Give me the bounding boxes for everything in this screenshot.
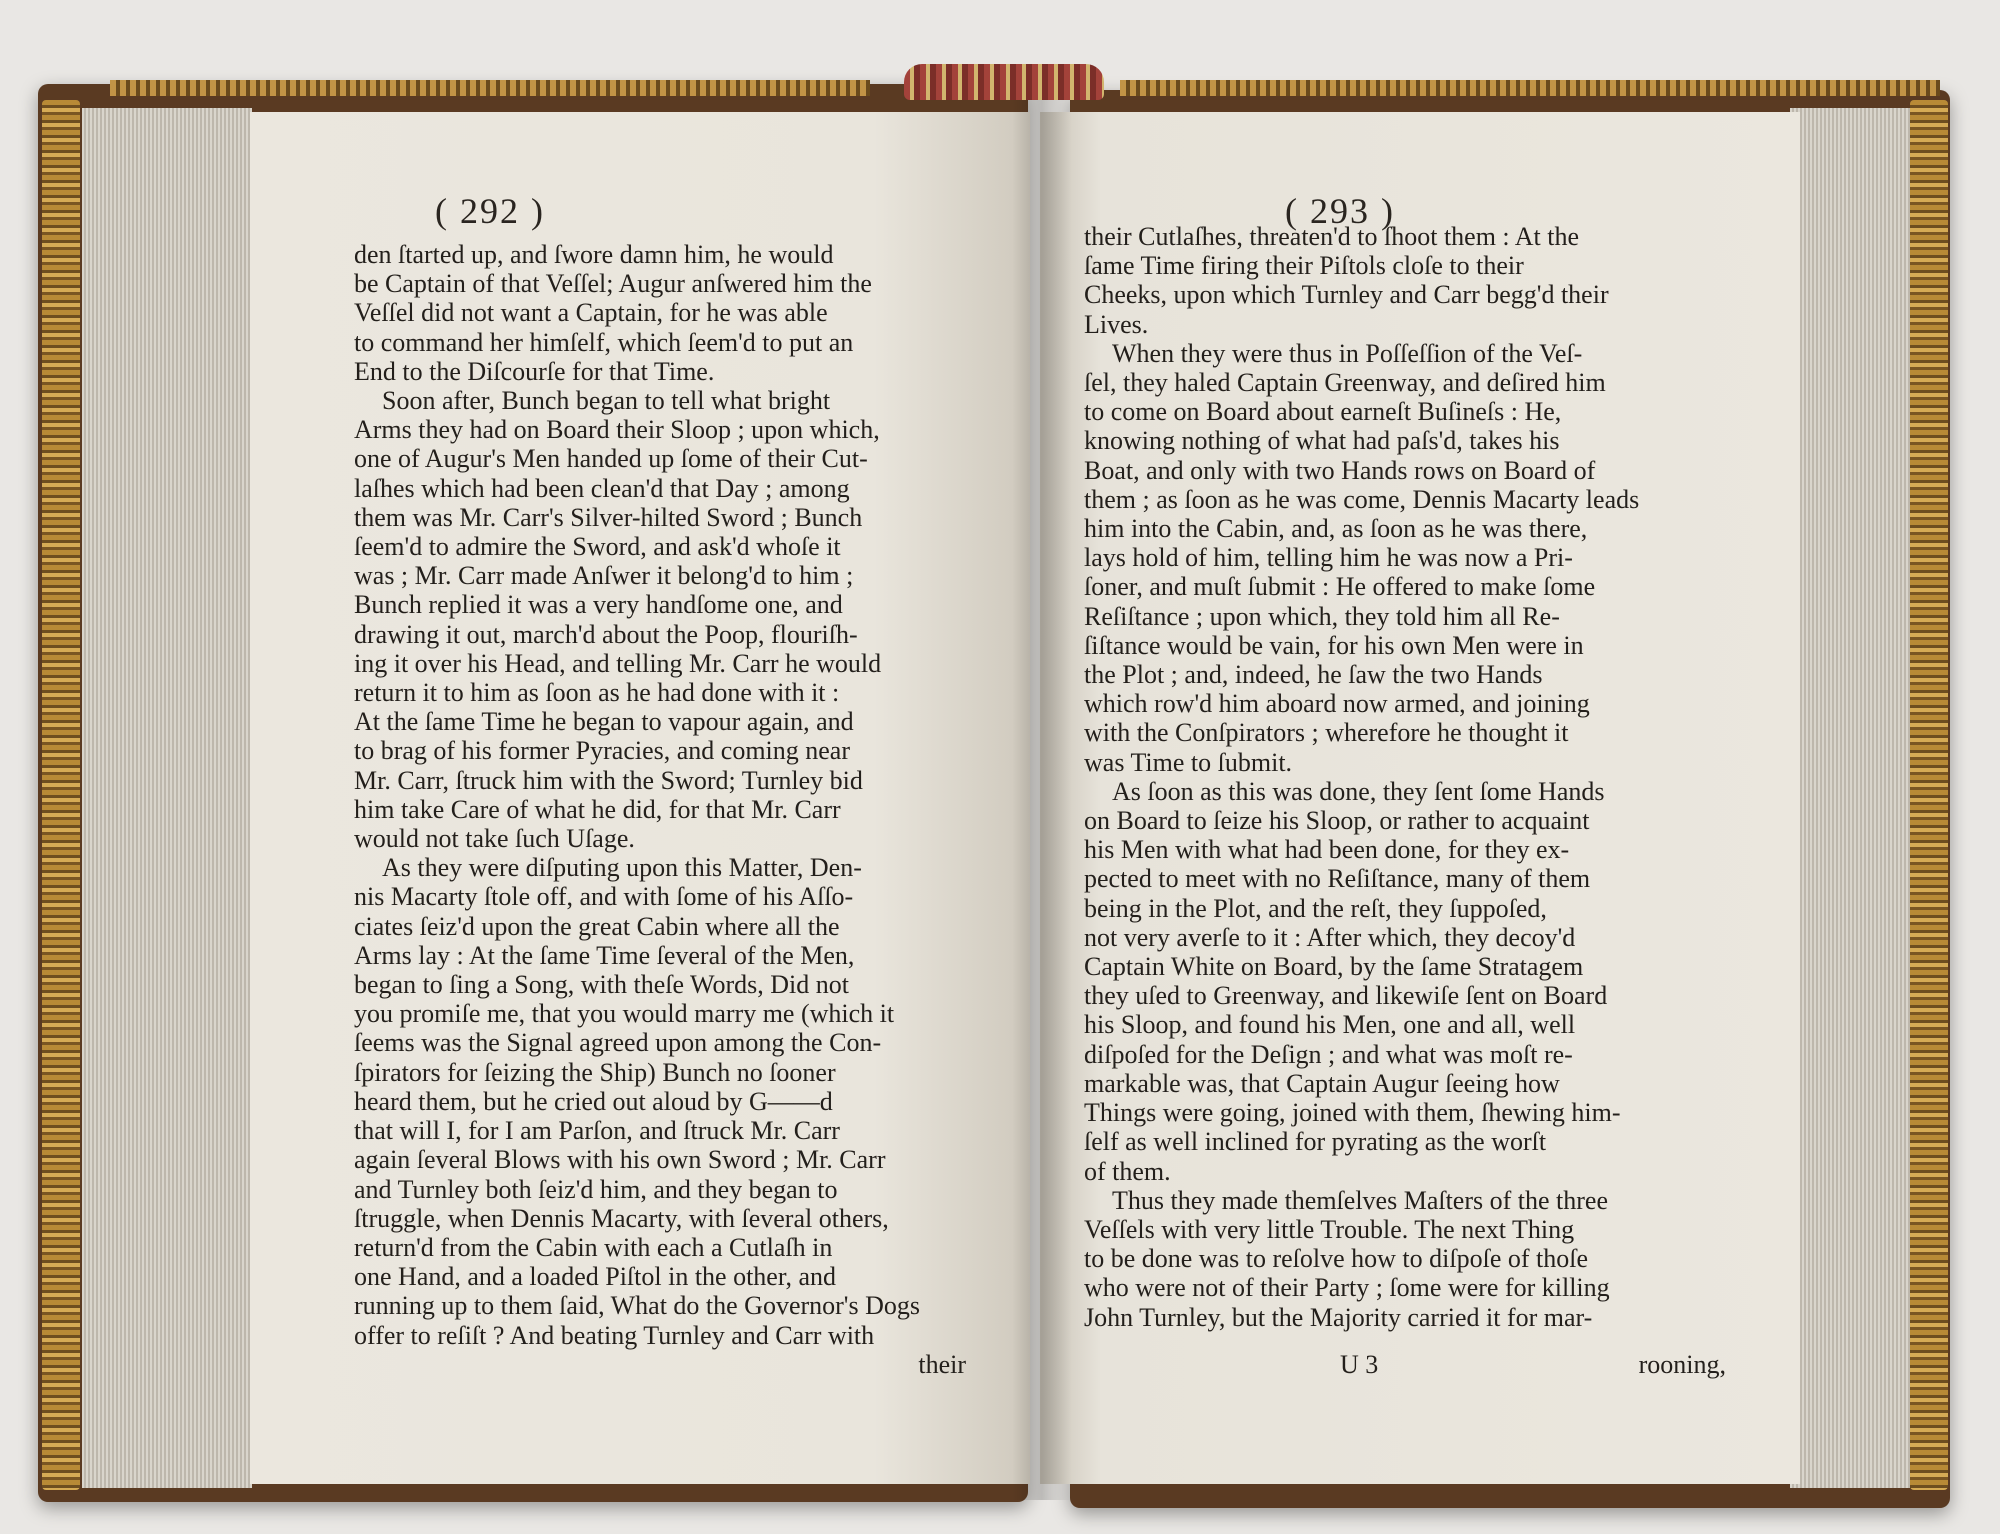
text-line: return it to him as ſoon as he had done with it : <box>354 678 840 708</box>
text-line: on Board to ſeize his Sloop, or rather to acquaint <box>1084 806 1590 836</box>
text-line: running up to them ſaid, What do the Governor's Dogs <box>354 1291 921 1321</box>
left-page-stack <box>82 108 252 1488</box>
right-page <box>1040 112 1800 1484</box>
text-line: Arms they had on Board their Sloop ; upon which, <box>354 415 880 445</box>
text-line: den ſtarted up, and ſwore damn him, he would <box>354 240 834 269</box>
text-line: diſpoſed for the Deſign ; and what was moſt re- <box>1084 1039 1573 1069</box>
text-line: them ; as ſoon as he was come, Dennis Macarty leads <box>1084 484 1640 514</box>
signature-mark: U 3 <box>1340 1350 1379 1379</box>
text-line: being in the Plot, and the reſt, they ſuppoſed, <box>1084 893 1547 923</box>
page-number-right: ( 293 ) <box>1285 191 1395 231</box>
left-page-text <box>354 240 966 1379</box>
text-line: lays hold of him, telling him he was now a Pri- <box>1084 543 1573 573</box>
right-catchword: rooning, <box>1638 1350 1726 1379</box>
text-line: Thus they made themſelves Maſters of the three <box>1112 1185 1609 1215</box>
text-line: drawing it out, march'd about the Poop, flouriſh- <box>354 619 858 649</box>
left-page <box>250 112 1030 1484</box>
text-line: Cheeks, upon which Turnley and Carr begg'd their <box>1084 280 1609 310</box>
text-line: to be done was to reſolve how to diſpoſe of thoſe <box>1084 1244 1589 1274</box>
text-line: him take Care of what he did, for that Mr. Carr <box>354 794 841 824</box>
text-line: ſiſtance would be vain, for his own Men were in <box>1084 630 1584 660</box>
text-line: ciates ſeiz'd upon the great Cabin where all the <box>354 911 840 941</box>
text-line: laſhes which had been clean'd that Day ; among <box>354 473 850 503</box>
right-gilt-edge <box>1910 100 1948 1490</box>
text-line: again ſeveral Blows with his own Sword ; Mr. Carr <box>354 1145 886 1175</box>
text-line: his Sloop, and found his Men, one and all, well <box>1084 1010 1576 1040</box>
text-line: Veſſels with very little Trouble. The next Thing <box>1084 1214 1575 1244</box>
text-line: ſelf as well inclined for pyrating as the worſt <box>1084 1127 1547 1157</box>
text-line: Bunch replied it was a very handſome one, and <box>354 590 843 620</box>
text-line: return'd from the Cabin with each a Cutlaſh in <box>354 1232 833 1262</box>
text-line: one Hand, and a loaded Piſtol in the other, and <box>354 1262 837 1292</box>
text-line: Soon after, Bunch began to tell what bright <box>382 386 831 416</box>
text-line: to command her himſelf, which ſeem'd to put an <box>354 327 854 357</box>
text-line: ſpirators for ſeizing the Ship) Bunch no ſooner <box>354 1057 836 1087</box>
text-line: John Turnley, but the Majority carried it for mar- <box>1084 1302 1593 1332</box>
text-line: and Turnley both ſeiz'd him, and they began to <box>354 1174 838 1204</box>
right-page-stack <box>1790 108 1910 1488</box>
text-line: offer to reſiſt ? And beating Turnley and Carr with <box>354 1320 875 1350</box>
text-line: the Plot ; and, indeed, he ſaw the two Hands <box>1084 660 1543 690</box>
text-line: ſeem'd to admire the Sword, and ask'd whoſe it <box>354 532 841 562</box>
text-line: was Time to ſubmit. <box>1084 747 1293 777</box>
left-gilt-top-edge <box>110 80 870 96</box>
text-line: began to ſing a Song, with theſe Words, Did not <box>354 970 849 1000</box>
left-catchword: their <box>918 1349 966 1379</box>
text-line: which row'd him aboard now armed, and joining <box>1084 689 1590 719</box>
text-line: Arms lay : At the ſame Time ſeveral of the Men, <box>354 940 855 970</box>
text-line: one of Augur's Men handed up ſome of their Cut- <box>354 444 868 474</box>
text-line: to brag of his former Pyracies, and coming near <box>354 736 851 766</box>
text-line: not very averſe to it : After which, they decoy'd <box>1084 922 1576 952</box>
text-line: knowing nothing of what had paſs'd, takes his <box>1084 426 1560 456</box>
text-line: Lives. <box>1084 309 1149 339</box>
left-gilt-edge <box>42 100 80 1490</box>
text-line: who were not of their Party ; ſome were for killing <box>1084 1273 1610 1303</box>
text-line: with the Conſpirators ; wherefore he thought it <box>1084 718 1569 748</box>
text-line: him into the Cabin, and, as ſoon as he was there, <box>1084 514 1588 544</box>
text-line: ſoner, and muſt ſubmit : He offered to make ſome <box>1084 572 1596 602</box>
text-line: would not take ſuch Uſage. <box>354 824 635 854</box>
text-line: markable was, that Captain Augur ſeeing how <box>1084 1068 1560 1098</box>
text-line: Things were going, joined with them, ſhewing him- <box>1084 1098 1621 1128</box>
text-line: Mr. Carr, ſtruck him with the Sword; Turnley bid <box>354 765 863 795</box>
right-page-text <box>1084 222 1732 1332</box>
text-line: ing it over his Head, and telling Mr. Carr he would <box>354 648 882 678</box>
text-line: of them. <box>1084 1156 1171 1186</box>
text-line: As they were diſputing upon this Matter, Den- <box>382 853 862 883</box>
right-gilt-top-edge <box>1120 80 1940 96</box>
text-line: Reſiſtance ; upon which, they told him all Re- <box>1084 601 1560 631</box>
page-number-left: ( 292 ) <box>435 191 545 231</box>
text-line: nis Macarty ſtole off, and with ſome of his Aſſo- <box>354 882 854 912</box>
text-line: ſame Time firing their Piſtols cloſe to their <box>1084 251 1524 281</box>
text-line: to come on Board about earneſt Buſineſs : He, <box>1084 397 1562 427</box>
text-line: heard them, but he cried out aloud by G——d <box>354 1086 833 1116</box>
text-line: you promiſe me, that you would marry me (which it <box>354 999 895 1029</box>
text-line: As ſoon as this was done, they ſent ſome Hands <box>1112 776 1605 806</box>
text-line: ſtruggle, when Dennis Macarty, with ſeveral others, <box>354 1203 889 1233</box>
text-line: At the ſame Time he began to vapour again, and <box>354 707 854 737</box>
text-line: When they were thus in Poſſeſſion of the Veſ- <box>1112 338 1583 368</box>
text-line: be Captain of that Veſſel; Augur anſwered him the <box>354 269 872 299</box>
text-line: ſel, they haled Captain Greenway, and deſired him <box>1084 368 1606 398</box>
text-line: End to the Diſcourſe for that Time. <box>354 356 715 386</box>
text-line: Captain White on Board, by the ſame Stratagem <box>1084 952 1584 982</box>
text-line: was ; Mr. Carr made Anſwer it belong'd to him ; <box>354 561 854 591</box>
text-line: them was Mr. Carr's Silver-hilted Sword ; Bunch <box>354 502 863 532</box>
text-line: their Cutlaſhes, threaten'd to ſhoot them : At the <box>1084 222 1579 251</box>
text-line: Boat, and only with two Hands rows on Board of <box>1084 455 1596 485</box>
spine-headband <box>904 64 1104 100</box>
text-line: Veſſel did not want a Captain, for he was able <box>354 298 828 328</box>
text-line: ſeems was the Signal agreed upon among the Con- <box>354 1028 882 1058</box>
text-line: they uſed to Greenway, and likewiſe ſent on Board <box>1084 981 1608 1011</box>
text-line: that will I, for I am Parſon, and ſtruck Mr. Carr <box>354 1116 840 1146</box>
text-line: pected to meet with no Reſiſtance, many of them <box>1084 864 1591 894</box>
text-line: his Men with what had been done, for they ex- <box>1084 835 1570 865</box>
